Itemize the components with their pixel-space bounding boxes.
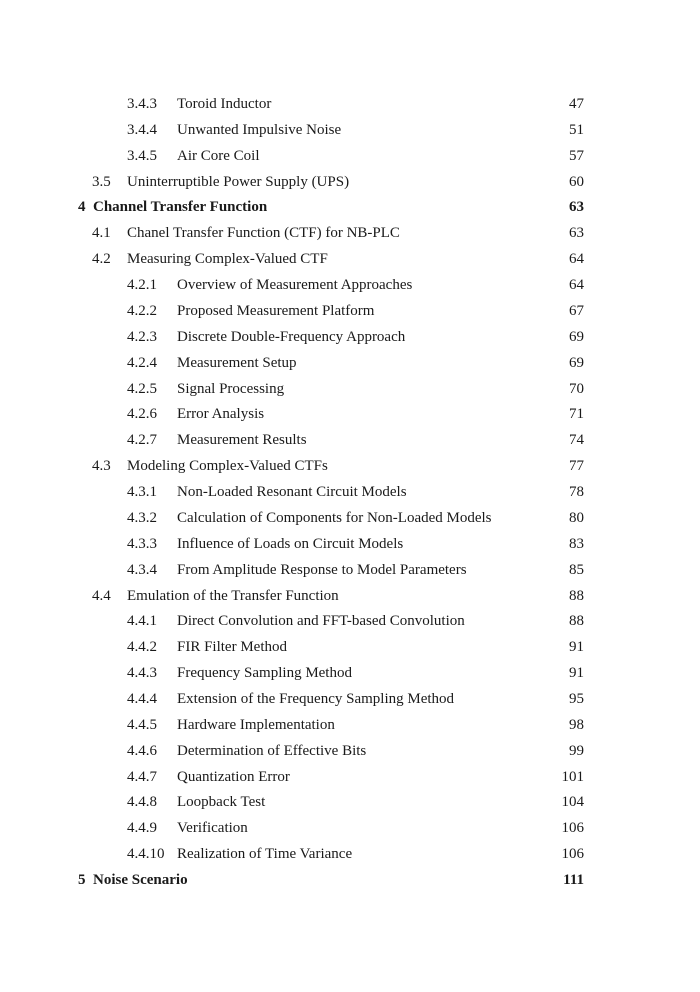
entry-page-number: 69 xyxy=(569,328,584,345)
toc-subsection-entry xyxy=(0,817,700,839)
entry-number: 4.4.1 xyxy=(127,613,157,630)
entry-number: 4.2.6 xyxy=(127,406,157,423)
toc-subsection-entry xyxy=(0,481,700,503)
entry-title: Realization of Time Variance xyxy=(177,846,353,863)
entry-page-number: 47 xyxy=(569,96,584,112)
entry-page-number: 77 xyxy=(569,458,584,475)
entry-title: Frequency Sampling Method xyxy=(177,665,352,682)
entry-title: Emulation of the Transfer Function xyxy=(127,587,339,604)
entry-page-number: 104 xyxy=(561,794,584,811)
entry-number: 4.4.5 xyxy=(127,716,157,733)
entry-title: Overview of Measurement Approaches xyxy=(177,277,413,294)
entry-title: Channel Transfer Function xyxy=(93,199,268,216)
entry-title: Extension of the Frequency Sampling Method xyxy=(177,691,455,707)
entry-title: Hardware Implementation xyxy=(177,716,335,733)
toc-subsection-entry xyxy=(0,274,700,296)
entry-title: Chanel Transfer Function (CTF) for NB-PLC xyxy=(127,225,400,242)
entry-page-number: 63 xyxy=(569,225,584,242)
entry-number: 4.3 xyxy=(92,458,111,475)
entry-title: Measuring Complex-Valued CTF xyxy=(127,251,328,268)
entry-page-number: 63 xyxy=(569,199,584,216)
entry-title: Verification xyxy=(177,820,248,837)
entry-page-number: 70 xyxy=(569,380,584,397)
entry-page-number: 88 xyxy=(569,613,584,630)
entry-number: 4.4 xyxy=(92,587,111,604)
entry-page-number: 69 xyxy=(569,354,584,371)
toc-subsection-entry xyxy=(0,378,700,400)
toc-chapter-entry xyxy=(0,196,700,218)
entry-number: 4.2.1 xyxy=(127,277,157,294)
toc-subsection-entry xyxy=(0,791,700,813)
entry-title: Loopback Test xyxy=(177,794,266,811)
toc-subsection-entry xyxy=(0,843,700,865)
entry-number: 4.4.6 xyxy=(127,742,157,759)
entry-title: Signal Processing xyxy=(177,380,285,397)
toc-subsection-entry xyxy=(0,714,700,736)
entry-title: Proposed Measurement Platform xyxy=(177,302,375,319)
toc-subsection-entry xyxy=(0,559,700,581)
entry-page-number: 64 xyxy=(569,277,584,294)
entry-number: 4.2.2 xyxy=(127,302,157,319)
toc-subsection-entry xyxy=(0,533,700,555)
entry-title: Noise Scenario xyxy=(93,872,188,889)
entry-page-number: 88 xyxy=(569,587,584,604)
entry-title: Modeling Complex-Valued CTFs xyxy=(127,458,328,475)
entry-number: 4.2 xyxy=(92,251,111,268)
toc-subsection-entry xyxy=(0,300,700,322)
entry-number: 4.4.3 xyxy=(127,665,157,682)
toc-subsection-entry xyxy=(0,145,700,167)
entry-page-number: 106 xyxy=(561,820,584,837)
entry-page-number: 67 xyxy=(569,302,584,319)
entry-title: Toroid Inductor xyxy=(177,96,272,112)
entry-page-number: 57 xyxy=(569,147,584,164)
entry-number: 4.4.2 xyxy=(127,639,157,656)
entry-title: Air Core Coil xyxy=(177,147,260,164)
entry-page-number: 60 xyxy=(569,173,584,190)
entry-number: 4 xyxy=(78,199,86,216)
entry-title: Unwanted Impulsive Noise xyxy=(177,121,342,138)
toc-subsection-entry xyxy=(0,766,700,788)
toc-subsection-entry xyxy=(0,403,700,425)
entry-title: Determination of Effective Bits xyxy=(177,742,367,759)
entry-title: Direct Convolution and FFT-based Convolution xyxy=(177,613,465,630)
entry-title: Non-Loaded Resonant Circuit Models xyxy=(177,484,407,501)
entry-title: Measurement Setup xyxy=(177,354,297,371)
entry-page-number: 83 xyxy=(569,535,584,552)
toc-subsection-entry xyxy=(0,93,700,115)
entry-title: FIR Filter Method xyxy=(177,639,288,656)
entry-page-number: 98 xyxy=(569,716,584,733)
entry-page-number: 74 xyxy=(569,432,584,449)
toc-subsection-entry xyxy=(0,119,700,141)
entry-number: 4.4.9 xyxy=(127,820,157,837)
toc-section-entry xyxy=(0,585,700,607)
entry-page-number: 64 xyxy=(569,251,584,268)
entry-number: 3.4.3 xyxy=(127,96,157,112)
toc-section-entry xyxy=(0,248,700,270)
entry-number: 3.4.4 xyxy=(127,121,157,138)
toc-section-entry xyxy=(0,455,700,477)
entry-title: From Amplitude Response to Model Parameters xyxy=(177,561,467,578)
entry-page-number: 78 xyxy=(569,484,584,501)
entry-number: 4.4.8 xyxy=(127,794,157,811)
entry-number: 3.4.5 xyxy=(127,147,157,164)
toc-subsection-entry xyxy=(0,636,700,658)
entry-page-number: 91 xyxy=(569,639,584,656)
toc-subsection-entry xyxy=(0,662,700,684)
entry-number: 4.4.10 xyxy=(127,846,165,863)
entry-title: Quantization Error xyxy=(177,768,290,785)
entry-page-number: 111 xyxy=(563,872,584,889)
toc-subsection-entry xyxy=(0,507,700,529)
toc-subsection-entry xyxy=(0,352,700,374)
entry-page-number: 95 xyxy=(569,691,584,707)
toc-subsection-entry xyxy=(0,326,700,348)
entry-number: 4.3.4 xyxy=(127,561,157,578)
entry-page-number: 106 xyxy=(561,846,584,863)
toc-subsection-entry xyxy=(0,610,700,632)
entry-number: 4.2.4 xyxy=(127,354,157,371)
entry-number: 4.2.7 xyxy=(127,432,157,449)
toc-subsection-entry xyxy=(0,740,700,762)
entry-number: 4.3.1 xyxy=(127,484,157,501)
entry-page-number: 51 xyxy=(569,121,584,138)
entry-number: 4.4.4 xyxy=(127,691,157,707)
entry-number: 4.1 xyxy=(92,225,111,242)
entry-page-number: 85 xyxy=(569,561,584,578)
entry-title: Error Analysis xyxy=(177,406,265,423)
toc-section-entry xyxy=(0,171,700,193)
entry-page-number: 80 xyxy=(569,509,584,526)
toc-chapter-entry xyxy=(0,869,700,891)
entry-title: Uninterruptible Power Supply (UPS) xyxy=(127,173,350,190)
entry-page-number: 71 xyxy=(569,406,584,423)
entry-number: 4.3.3 xyxy=(127,535,157,552)
entry-title: Measurement Results xyxy=(177,432,307,449)
entry-title: Calculation of Components for Non-Loaded Models xyxy=(177,509,492,526)
entry-page-number: 101 xyxy=(561,768,584,785)
toc-subsection-entry xyxy=(0,429,700,451)
entry-number: 4.2.3 xyxy=(127,328,157,345)
entry-number: 4.2.5 xyxy=(127,380,157,397)
entry-number: 4.3.2 xyxy=(127,509,157,526)
entry-page-number: 99 xyxy=(569,742,584,759)
entry-number: 3.5 xyxy=(92,173,111,190)
entry-page-number: 91 xyxy=(569,665,584,682)
toc-section-entry xyxy=(0,222,700,244)
entry-number: 4.4.7 xyxy=(127,768,157,785)
entry-title: Discrete Double-Frequency Approach xyxy=(177,328,406,345)
toc-subsection-entry xyxy=(0,688,700,710)
entry-title: Influence of Loads on Circuit Models xyxy=(177,535,404,552)
entry-number: 5 xyxy=(78,872,86,889)
